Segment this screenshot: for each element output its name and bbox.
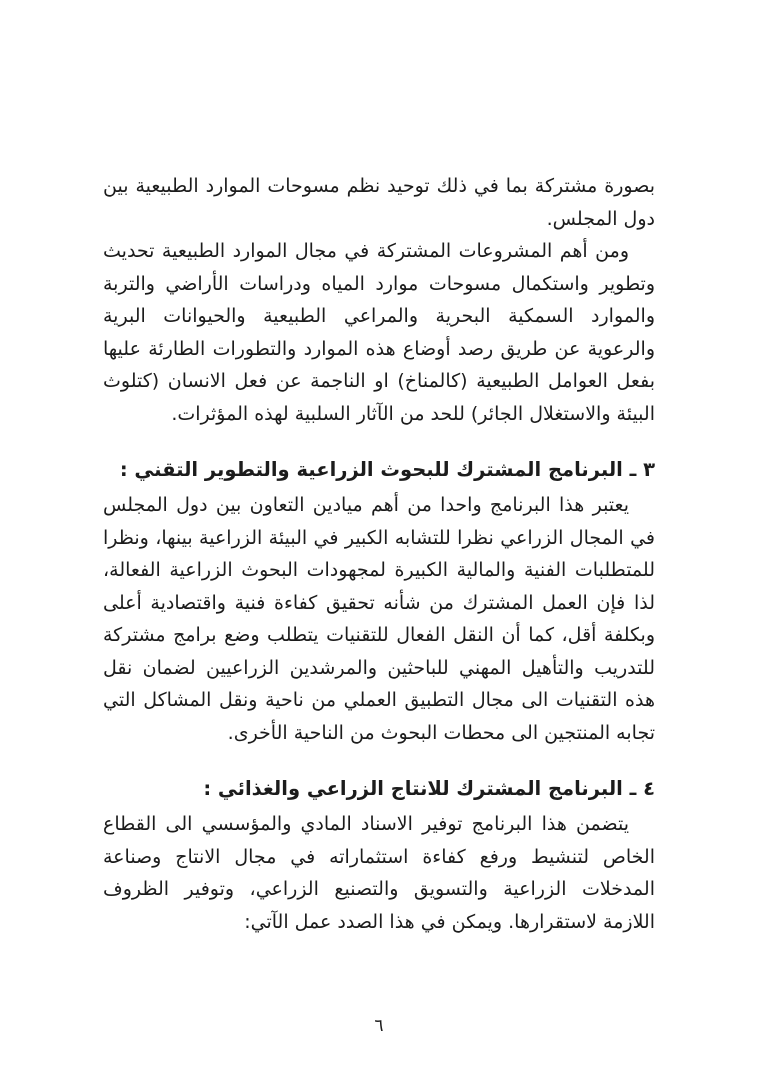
paragraph-agricultural-research: يعتبر هذا البرنامج واحدا من أهم ميادين التعاون بين دول المجلس في المجال الزراعي نظرا للتشابه الكبير في البيئة الزراعية بينها، ونظرا للمتطلبات الفنية والمالية الكبيرة لمجهودات البحوث الزراعية الفعالة، لذا فإن العمل المشترك من شأنه تحقيق كفاءة فنية واقتصادية أعلى وبكلفة أقل، كما أن النقل الفعال للتقنيات يتطلب وضع برامج مشتركة للتدريب والتأهيل المهني للباحثين والمرشدين الزراعيين لضمان نقل هذه التقنيات الى مجال التطبيق العملي من ناحية ونقل المشاكل التي تجابه المنتجين الى محطات البحوث من الناحية الأخرى.: [103, 494, 655, 744]
paragraph-agricultural-food-production: يتضمن هذا البرنامج توفير الاسناد المادي والمؤسسي الى القطاع الخاص لتنشيط ورفع كفاءة استثماراته في مجال الانتاج وصناعة المدخلات الزراعية والتسويق والتصنيع الزراعي، وتوفير الظروف اللازمة لاستقرارها. ويمكن في هذا الصدد عمل الآتي:: [103, 813, 655, 933]
paragraph-joint-projects: ومن أهم المشروعات المشتركة في مجال الموارد الطبيعية تحديث وتطوير واستكمال مسوحات موارد المياه ودراسات الأراضي والتربة والموارد السمكية البحرية والمراعي الطبيعية والحيوانات البرية والرعوية عن طريق رصد أوضاع هذه الموارد والتطورات الطارئة عليها بفعل العوامل الطبيعية (كالمناخ) او الناجمة عن فعل الانسان (كتلوث البيئة والاستغلال الجائر) للحد من الآثار السلبية لهذه المؤثرات.: [103, 240, 655, 425]
page-content: [103, 170, 655, 938]
page-number: ٦: [374, 1016, 384, 1036]
section-heading-agricultural-research: ٣ ـ البرنامج المشترك للبحوث الزراعية والتطوير التقني :: [119, 458, 655, 481]
section-heading-agricultural-food-production: ٤ ـ البرنامج المشترك للانتاج الزراعي والغذائي :: [203, 777, 655, 800]
paragraph-natural-resources-intro: بصورة مشتركة بما في ذلك توحيد نظم مسوحات الموارد الطبيعية بين دول المجلس.: [103, 175, 655, 230]
